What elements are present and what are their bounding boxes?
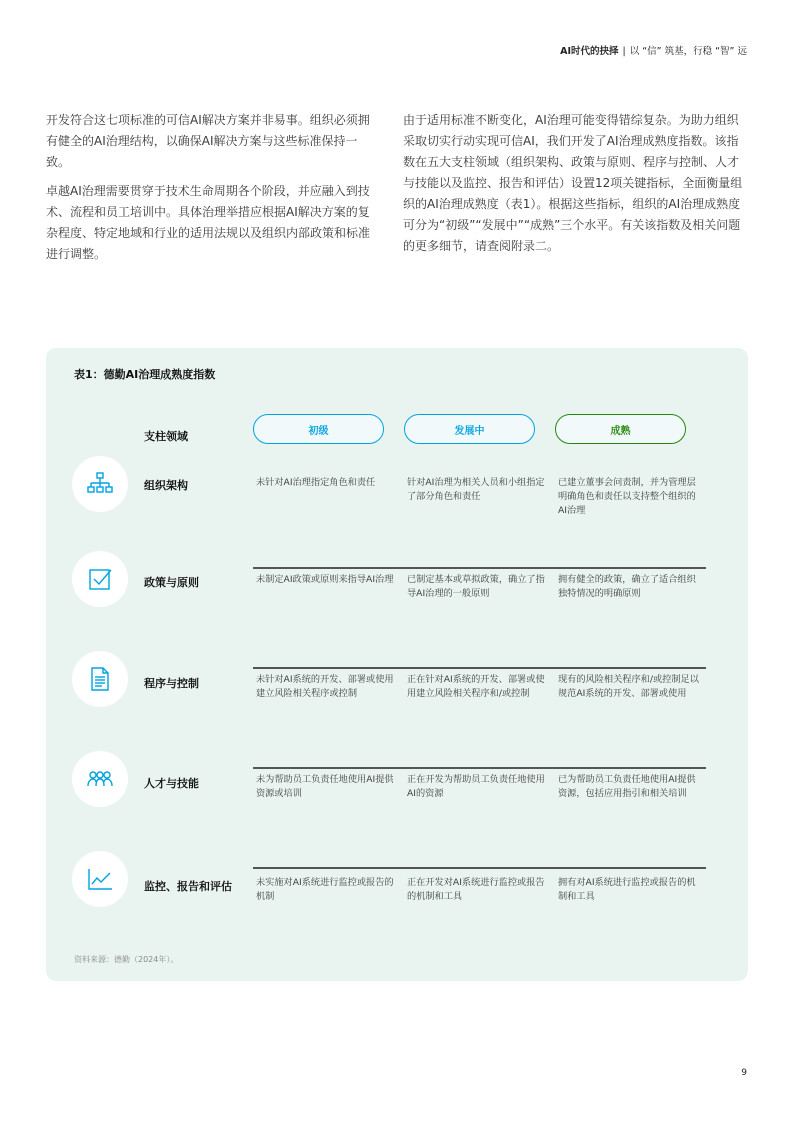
level-pill-developing: 发展中 [404, 414, 535, 444]
header-subtitle: 以 “信” 筑基，行稳 “智” 远 [629, 46, 747, 57]
right-column [403, 110, 747, 265]
row-divider [253, 567, 706, 569]
paragraph: 卓越AI治理需要贯穿于技术生命周期各个阶段，并应融入到技术、流程和员工培训中。具体治理举措应根据AI解决方案的复杂程度、特定地域和行业的适用法规以及组织内部政策和标准进行调整。 [46, 184, 371, 261]
table-cell: 未实施对AI系统进行监控或报告的机制 [256, 877, 394, 902]
table-cell: 现有的风险相关程序和/或控制足以规范AI系统的开发、部署或使用 [558, 674, 699, 699]
table-cell: 未为帮助员工负责任地使用AI提供资源或培训 [256, 774, 394, 799]
table-cell: 未针对AI系统的开发、部署或使用建立风险相关程序或控制 [256, 674, 394, 699]
row-divider [253, 667, 706, 669]
header-separator: | [622, 46, 626, 57]
table-cell: 未制定AI政策或原则来指导AI治理 [256, 574, 394, 585]
paragraph: 开发符合这七项标准的可信AI解决方案并非易事。组织必须拥有健全的AI治理结构，以确保AI解决方案与这些标准保持一致。 [46, 113, 370, 169]
line-chart-icon [72, 851, 128, 907]
row-label: 组织架构 [144, 479, 188, 492]
table-cell: 拥有健全的政策，确立了适合组织独特情况的明确原则 [558, 574, 696, 599]
table-cell: 正在开发对AI系统进行监控或报告的机制和工具 [407, 877, 545, 902]
maturity-index-table [46, 348, 748, 981]
row-label: 监控、报告和评估 [144, 880, 232, 893]
level-pill-initial: 初级 [253, 414, 384, 444]
level-pill-mature: 成熟 [555, 414, 686, 444]
checkbox-icon [72, 551, 128, 607]
people-icon [72, 751, 128, 807]
org-chart-icon [72, 456, 128, 512]
paragraph: 由于适用标准不断变化，AI治理可能变得错综复杂。为助力组织采取切实行动实现可信AI，我们开发了AI治理成熟度指数。该指数在五大支柱领域（组织架构、政策与原则、程序与控制、人才与技能以及监控、报告和评估）设置12项关键指标，全面衡量组织的AI治理成熟度（表1）。根据这些指标，组织的AI治理成熟度可分为“初级”“发展中”“成熟”三个水平。有关该指数及相关问题的更多细节，请查阅附录二。 [403, 113, 743, 253]
table-cell: 已为帮助员工负责任地使用AI提供资源，包括应用指引和相关培训 [558, 774, 696, 799]
table-cell: 正在开发为帮助员工负责任地使用AI的资源 [407, 774, 545, 799]
header-brand: AI时代的抉择 [560, 46, 619, 57]
row-divider [253, 767, 706, 769]
row-label: 政策与原则 [144, 576, 199, 589]
table-cell: 正在针对AI系统的开发、部署或使用建立风险相关程序和/或控制 [407, 674, 545, 699]
document-icon [72, 651, 128, 707]
pillar-column-header: 支柱领域 [144, 430, 188, 443]
table-cell: 已建立董事会问责制，并为管理层明确角色和责任以支持整个组织的AI治理 [558, 477, 696, 516]
page-number: 9 [741, 1068, 747, 1078]
table-cell: 针对AI治理为相关人员和小组指定了部分角色和责任 [407, 477, 545, 502]
left-column [46, 110, 376, 273]
table-cell: 已制定基本或草拟政策，确立了指导AI治理的一般原则 [407, 574, 545, 599]
table-source-note: 资料来源：德勤（2024年）。 [74, 955, 179, 964]
row-divider [253, 867, 706, 869]
row-label: 人才与技能 [144, 777, 199, 790]
table-cell: 拥有对AI系统进行监控或报告的机制和工具 [558, 877, 696, 902]
table-cell: 未针对AI治理指定角色和责任 [256, 477, 376, 488]
running-header [560, 43, 747, 57]
table-title: 表1：德勤AI治理成熟度指数 [74, 368, 216, 381]
row-label: 程序与控制 [144, 677, 199, 690]
